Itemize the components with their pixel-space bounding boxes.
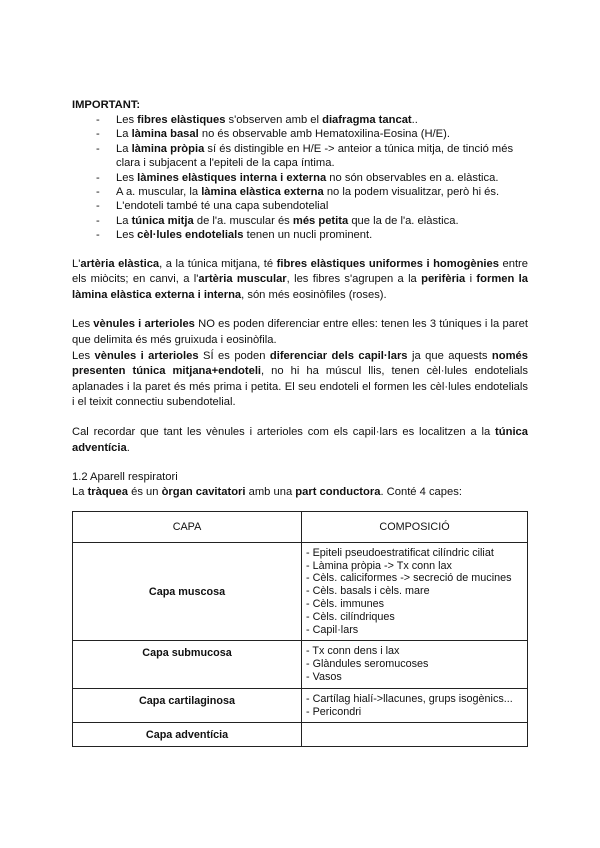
table-row (73, 542, 528, 641)
table-row (73, 723, 528, 747)
paragraph-remember: Cal recordar que tant les vènules i arterioles com els capil·lars es localitzen a la túnica adventícia. (72, 426, 528, 454)
layer-cell: Capa submucosa (73, 641, 302, 688)
note-item: - Les làmines elàstiques interna i externa no són observables en a. elàstica. (96, 171, 528, 185)
note-item: - Les cèl·lules endotelials tenen un nucli prominent. (96, 228, 528, 242)
note-item: - La làmina pròpia sí és distingible en H/E -> anteior a túnica mitja, de tinció més clara i subjacent a l'epiteli de la capa íntima. (96, 142, 528, 171)
composition-cell (302, 641, 528, 688)
composition-item: - Glàndules seromucoses (306, 658, 429, 671)
column-header-layer: CAPA (73, 511, 302, 542)
layer-cell: Capa cartilaginosa (73, 688, 302, 723)
composition-item: - Vasos (306, 670, 342, 683)
paragraph-arteries: L'artèria elàstica, a la túnica mitjana, té fibres elàstiques uniformes i homogènies entre els miòcits; en canvi, a l'artèria muscular, les fibres s'agrupen a la perifèria i formen la làmina elàstica externa i interna, són més eosinòfiles (roses). (72, 257, 529, 301)
composition-item: - Cèls. cilíndriques (306, 610, 395, 623)
composition-cell (302, 723, 528, 747)
composition-item: - Tx conn dens i lax (306, 645, 400, 658)
composition-item: - Pericondri (306, 705, 362, 718)
section-heading: 1.2 Aparell respiratori (72, 471, 178, 484)
note-item: - Les fibres elàstiques s'observen amb el diafragma tancat.. (96, 113, 528, 127)
trachea-layers-table (72, 511, 528, 748)
composition-cell (302, 542, 528, 641)
layer-cell: Capa muscosa (73, 542, 302, 641)
table-header-row (73, 511, 528, 542)
composition-item: - Làmina pròpia -> Tx conn lax (306, 559, 452, 572)
important-notes (72, 113, 528, 243)
composition-item: - Epiteli pseudoestratificat cilíndric ciliat (306, 546, 494, 559)
note-item: - La làmina basal no és observable amb Hematoxilina-Eosina (H/E). (96, 127, 528, 141)
composition-cell (302, 688, 528, 723)
note-item: - La túnica mitja de l'a. muscular és més petita que la de l'a. elàstica. (96, 214, 528, 228)
composition-item: - Capil·lars (306, 623, 359, 636)
composition-item: - Cartílag hialí->llacunes, grups isogènics... (306, 692, 513, 705)
note-item: - A a. muscular, la làmina elàstica externa no la podem visualitzar, però hi és. (96, 185, 528, 199)
composition-item: - Cèls. immunes (306, 597, 384, 610)
layer-cell: Capa adventícia (73, 723, 302, 747)
composition-item: - Cèls. caliciformes -> secreció de mucines (306, 572, 512, 585)
table-row (73, 688, 528, 723)
composition-item: - Cèls. basals i cèls. mare (306, 585, 430, 598)
column-header-composition: COMPOSICIÓ (302, 511, 528, 542)
document-page (72, 98, 528, 747)
important-title: IMPORTANT: (72, 99, 141, 111)
paragraph-venules-no: Les vènules i arterioles NO es poden diferenciar entre elles: tenen les 3 túniques i la paret que delimita és més gruixuda i eosinòfila. (72, 318, 528, 347)
section-intro: La tràquea és un òrgan cavitatori amb una part conductora. Conté 4 capes: (72, 486, 462, 499)
note-item: - L'endoteli també té una capa subendotelial (96, 199, 528, 213)
table-row (73, 641, 528, 688)
paragraph-venules-si: Les vènules i arterioles SÍ es poden diferenciar dels capil·lars ja que aquests només presenten túnica mitjana+endoteli, no hi ha múscul llis, tenen cèl·lules endotelials aplanades i la paret és més prima i petita. El seu endoteli el formen les cèl·lules endotelials i el teixit connectiu subendotelial. (72, 349, 529, 409)
